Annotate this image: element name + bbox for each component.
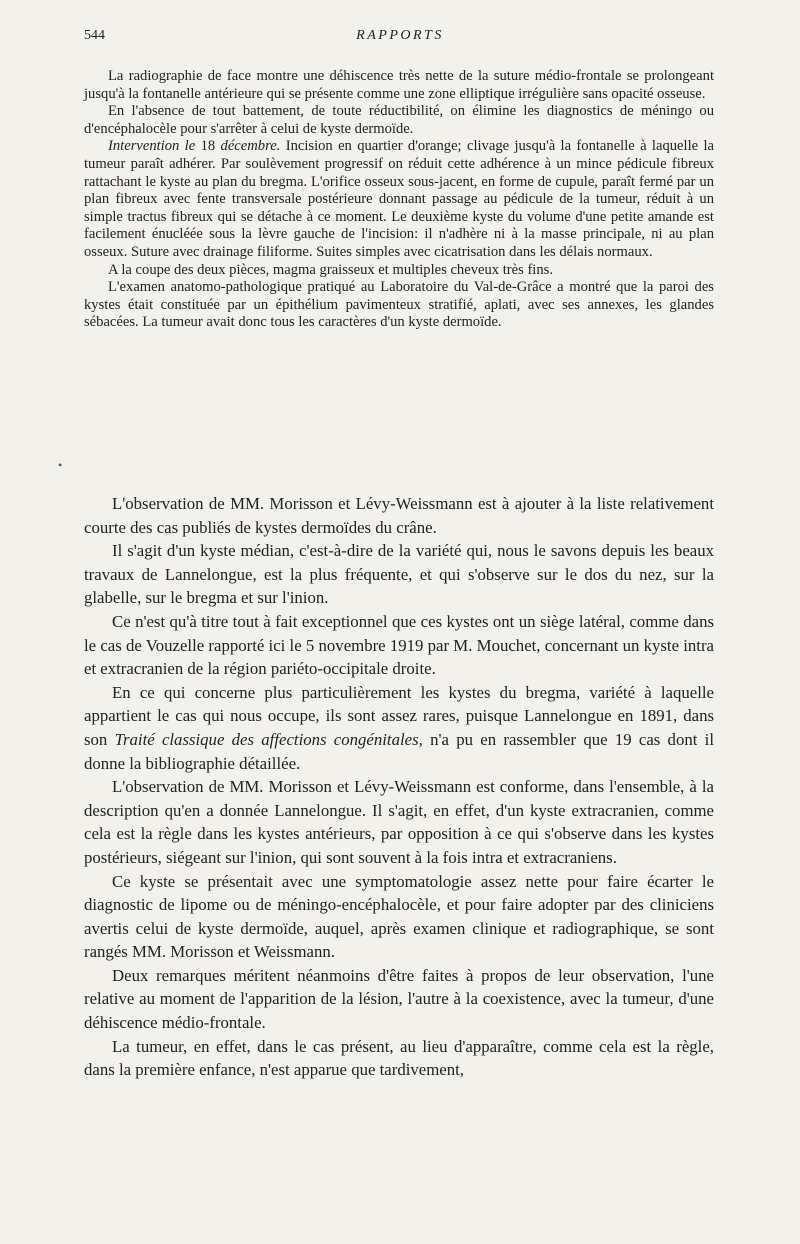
paragraph: Ce kyste se présentait avec une symptomatologie assez nette pour faire écarter le diagnostic de lipome ou de méningo-encéphalocèle, et pour faire adopter par des cliniciens avertis celui de kyste dermoïde, auquel, après examen clinique et radiographique, se sont rangés MM. Morisson et Weissmann. (84, 871, 714, 962)
book-title: Traité classique des affections congénitales (114, 729, 419, 749)
paragraph: Deux remarques méritent néanmoins d'être faites à propos de leur observation, l'une relative au moment de l'apparition de la lésion, l'autre à la coexistence, avec la tumeur, d'une déhiscence médio-frontale. (84, 965, 714, 1033)
paragraph-text: En ce qui concerne plus particulièrement les kystes du bregma, variété à laquelle appartient le cas qui nous occupe, ils sont assez rares, puisque Lannelongue en 1891, dans son (84, 682, 714, 749)
paragraph: L'observation de MM. Morisson et Lévy-Weissmann est à ajouter à la liste relativement courte des cas publiés de kystes dermoïdes du crâne. (84, 494, 714, 537)
running-title: RAPPORTS (356, 28, 444, 43)
paragraph-text: Incision en quartier d'orange; clivage jusqu'à la fontanelle à laquelle la tumeur paraît adhérer. Par soulèvement progressif on réduit cette adhérence à un mince pédicule fibreux rattachant le kyste au plan du bregma. L'orifice osseux sous-jacent, en forme de cupule, paraît fermé par un plan fibreux avec fente transversale postérieure donnant passage au pédicule de la tumeur, réduit à un simple tractus fibreux qui se détache à ce moment. Le deuxième kyste du volume d'une petite amande est facilement énucléée sous la lèvre gauche de l'incision: il n'adhère ni à la masse principale, ni au plan osseux. Suture avec drainage filiforme. Suites simples avec cicatrisation dans les délais normaux. (84, 138, 715, 260)
paragraph: L'observation de MM. Morisson et Lévy-Weissmann est conforme, dans l'ensemble, à la description qu'en a donnée Lannelongue. Il s'agit, en effet, d'un kyste extracranien, comme cela est la règle dans les kystes antérieurs, par opposition à ce qui s'observe dans les kystes postérieurs, siégeant sur l'inion, qui sont souvent à la fois intra et extracraniens. (84, 777, 714, 867)
paragraph: Il s'agit d'un kyste médian, c'est-à-dire de la variété qui, nous le savons depuis les beaux travaux de Lannelongue, est la plus fréquente, et qui s'observe sur le dos du nez, sur la glabelle, sur le bregma et sur l'inion. (84, 541, 714, 608)
paragraph: L'examen anatomo-pathologique pratiqué au Laboratoire du Val-de-Grâce a montré que la paroi des kystes était constituée par un épithélium pavimenteux stratifié, aplati, avec ses annexes, les glandes sébacées. La tumeur avait donc tous les caractères d'un kyste dermoïde. (84, 279, 714, 331)
paragraph: La radiographie de face montre une déhiscence très nette de la suture médio-frontale se prolongeant jusqu'à la fontanelle antérieure qui se présente comme une zone elliptique irrégulière sans opacité osseuse. (84, 68, 714, 102)
page-number: 544 (84, 28, 105, 43)
paragraph: A la coupe des deux pièces, magma graisseux et multiples cheveux très fins. (108, 261, 553, 278)
paragraph: En l'absence de tout battement, de toute réductibilité, on élimine les diagnostics de méningo ou d'encéphalocèle pour s'arrêter à celui de kyste dermoïde. (84, 103, 714, 137)
paragraph (84, 138, 714, 261)
case-report-block (84, 68, 714, 332)
paragraph: Ce n'est qu'à titre tout à fait exceptionnel que ces kystes ont un siège latéral, comme dans le cas de Vouzelle rapporté ici le 5 novembre 1919 par M. Mouchet, concernant un kyste intra et extracranien de la région pariéto-occipitale droite. (84, 611, 714, 679)
italic-phrase: décembre. (220, 138, 281, 155)
page-header (84, 28, 716, 48)
margin-mark: • (58, 458, 63, 472)
italic-phrase: Intervention le (108, 138, 196, 155)
paragraph (84, 681, 714, 775)
paragraph: La tumeur, en effet, dans le cas présent, au lieu d'apparaître, comme cela est la règle, dans la première enfance, n'est apparue que tardivement, (84, 1036, 714, 1080)
paragraph-text: , n'a pu en rassembler que 19 cas dont il donne la bibliographie détaillée. (84, 729, 714, 773)
commentary-block (84, 492, 714, 1082)
date-day: 18 (195, 138, 221, 155)
